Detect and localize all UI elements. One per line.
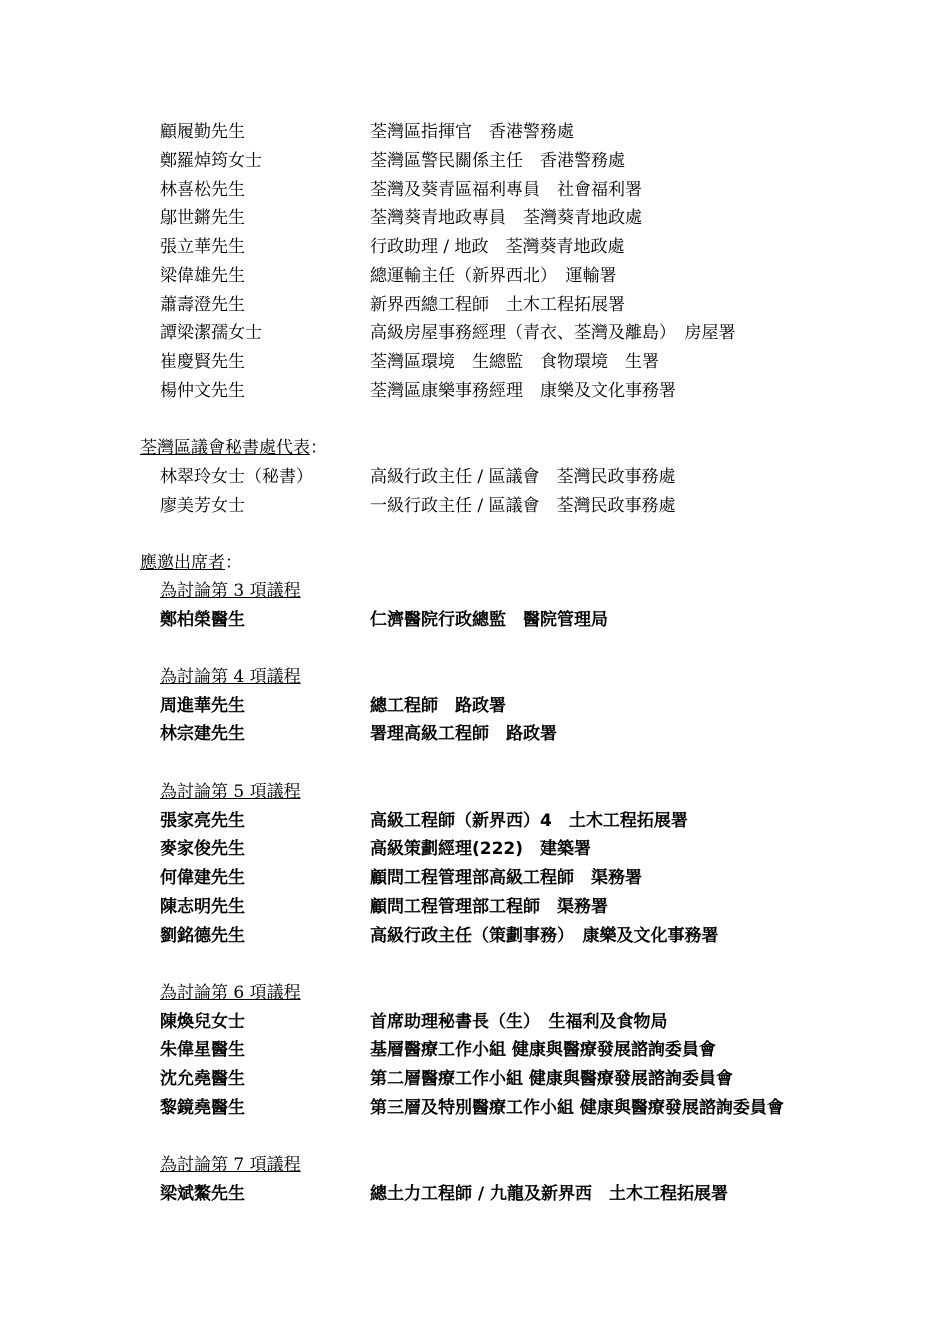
official-name: 譚梁潔孺女士 [160,323,262,343]
invited-heading-colon: ： [225,553,242,573]
official-title: 荃灣及葵青區福利專員 社會福利署 [370,180,642,200]
secretariat-heading-colon: ： [310,438,327,458]
secretariat-name: 廖美芳女士 [160,496,245,516]
invited-title: 第二層醫療工作小組 健康與醫療發展諮詢委員會 [370,1069,733,1089]
official-title: 荃灣區指揮官 香港警務處 [370,122,574,142]
invited-title: 第三層及特別醫療工作小組 健康與醫療發展諮詢委員會 [370,1098,784,1118]
official-title: 總運輸主任（新界西北） 運輸署 [370,266,617,286]
invited-title: 高級工程師（新界西）4 土木工程拓展署 [370,811,688,831]
invited-name: 沈允堯醫生 [160,1069,245,1089]
invited-name: 陳志明先生 [160,897,245,917]
official-title: 新界西總工程師 土木工程拓展署 [370,295,625,315]
invited-title: 總工程師 路政署 [370,696,506,716]
invited-title: 顧問工程管理部高級工程師 渠務署 [370,868,642,888]
official-name: 崔慶賢先生 [160,352,245,372]
invited-name: 麥家俊先生 [160,839,245,859]
invited-title: 總土力工程師 / 九龍及新界西 土木工程拓展署 [370,1184,729,1204]
official-name: 梁偉雄先生 [160,266,245,286]
official-name: 顧履勤先生 [160,122,245,142]
invited-name: 鄭柏榮醫生 [160,610,245,630]
invited-name: 周進華先生 [160,696,245,716]
invited-title: 仁濟醫院行政總監 醫院管理局 [370,610,608,630]
official-name: 張立華先生 [160,237,245,257]
invited-title: 高級策劃經理(222) 建築署 [370,839,592,859]
agenda-item-label: 為討論第 6 項議程 [160,983,301,1003]
official-name: 鄭羅焯筠女士 [160,151,262,171]
secretariat-heading-text: 荃灣區議會秘書處代表 [140,438,310,458]
invited-heading-text: 應邀出席者 [140,553,225,573]
official-name: 蕭壽澄先生 [160,295,245,315]
official-title: 荃灣區警民關係主任 香港警務處 [370,151,625,171]
official-name: 楊仲文先生 [160,381,245,401]
invited-name: 朱偉星醫生 [160,1040,245,1060]
agenda-item-label: 為討論第 4 項議程 [160,667,301,687]
invited-name: 劉銘德先生 [160,926,245,946]
secretariat-name: 林翠玲女士（秘書） [160,467,313,487]
invited-name: 黎鏡堯醫生 [160,1098,245,1118]
invited-title: 基層醫療工作小組 健康與醫療發展諮詢委員會 [370,1040,716,1060]
invited-name: 張家亮先生 [160,811,245,831]
secretariat-heading [140,434,327,462]
secretariat-title: 一級行政主任 / 區議會 荃灣民政事務處 [370,496,676,516]
official-title: 荃灣葵青地政專員 荃灣葵青地政處 [370,208,642,228]
official-name: 鄔世鏘先生 [160,208,245,228]
invited-title: 高級行政主任（策劃事務） 康樂及文化事務署 [370,926,719,946]
secretariat-title: 高級行政主任 / 區議會 荃灣民政事務處 [370,467,676,487]
invited-title: 顧問工程管理部工程師 渠務署 [370,897,608,917]
official-title: 荃灣區康樂事務經理 康樂及文化事務署 [370,381,676,401]
agenda-item-label: 為討論第 7 項議程 [160,1155,301,1175]
invited-title: 署理高級工程師 路政署 [370,724,557,744]
official-title: 行政助理 / 地政 荃灣葵青地政處 [370,237,625,257]
invited-name: 何偉建先生 [160,868,245,888]
agenda-item-label: 為討論第 5 項議程 [160,782,301,802]
agenda-item-label: 為討論第 3 項議程 [160,581,301,601]
invited-name: 陳煥兒女士 [160,1012,245,1032]
invited-name: 林宗建先生 [160,724,245,744]
official-title: 高級房屋事務經理（青衣、荃灣及離島） 房屋署 [370,323,736,343]
invited-title: 首席助理秘書長（生） 生福利及食物局 [370,1012,668,1032]
invited-name: 梁斌鰲先生 [160,1184,245,1204]
official-title: 荃灣區環境 生總監 食物環境 生署 [370,352,659,372]
official-name: 林喜松先生 [160,180,245,200]
invited-heading [140,549,242,577]
